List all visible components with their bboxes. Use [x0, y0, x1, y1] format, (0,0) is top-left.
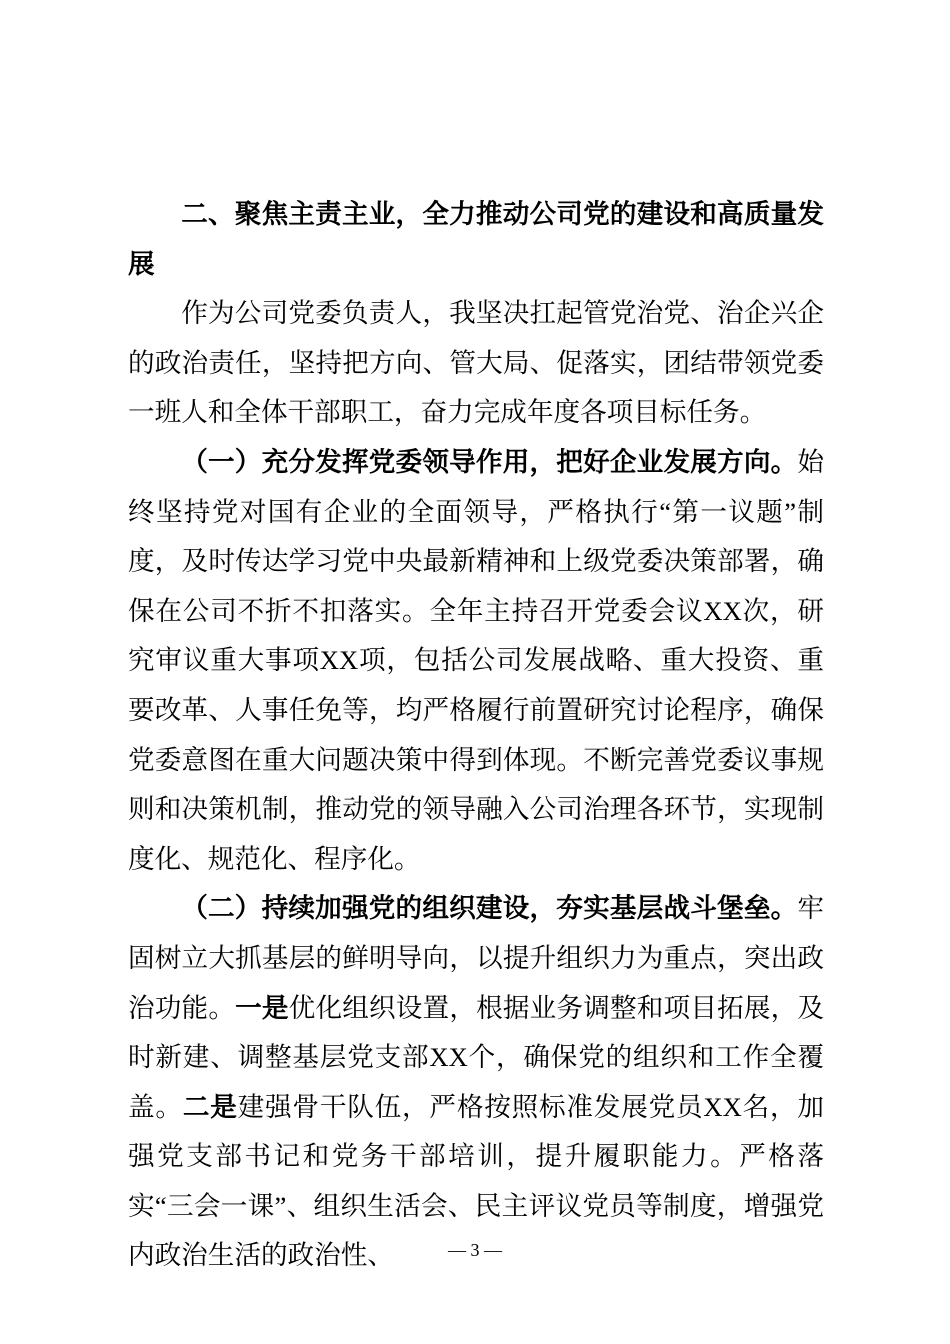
bold-text: （一）充分发挥党委领导作用，把好企业发展方向。: [181, 446, 798, 477]
paragraph: [128, 289, 824, 438]
body-text: 牢固树立大抓基层的鲜明导向，以提升组织力为重点，突出政治功能。: [128, 893, 824, 1023]
paragraph: [128, 438, 824, 884]
page-number: — 3 —: [448, 1240, 502, 1260]
body-text: 始终坚持党对国有企业的全面领导，严格执行“第一议题”制度，及时传达学习党中央最新精神和上级党委决策部署，确保在公司不折不扣落实。全年主持召开党委会议XX次，研究审议重大事项XX项，包括公司发展战略、重大投资、重要改革、人事任免等，均严格履行前置研究讨论程序，确保党委意图在重大问题决策中得到体现。不断完善党委议事规则和决策机制，推动党的领导融入公司治理各环节，实现制度化、规范化、程序化。: [128, 446, 824, 874]
body-text: 优化组织设置，根据业务调整和项目拓展，及时新建、调整基层党支部XX个，确保党的组织和工作全覆盖。: [128, 992, 825, 1122]
body-text: 作为公司党委负责人，我坚决扛起管党治党、治企兴企的政治责任，坚持把方向、管大局、促落实，团结带领党委一班人和全体干部职工，奋力完成年度各项目标任务。: [128, 298, 824, 428]
paragraph: [128, 884, 824, 1281]
section-heading: [128, 190, 824, 289]
bold-text: 二、聚焦主责主业，全力推动公司党的建设和高质量发展: [128, 199, 824, 279]
bold-text: 二是: [182, 1091, 238, 1122]
bold-text: （二）持续加强党的组织建设，夯实基层战斗堡垒。: [181, 893, 798, 924]
bold-text: 一是: [235, 992, 289, 1023]
document-body: [128, 190, 824, 1281]
body-text: 建强骨干队伍，严格按照标准发展党员XX名，加强党支部书记和党务干部培训，提升履职能力。严格落实“三会一课”、组织生活会、民主评议党员等制度，增强党内政治生活的政治性、: [128, 1091, 825, 1271]
